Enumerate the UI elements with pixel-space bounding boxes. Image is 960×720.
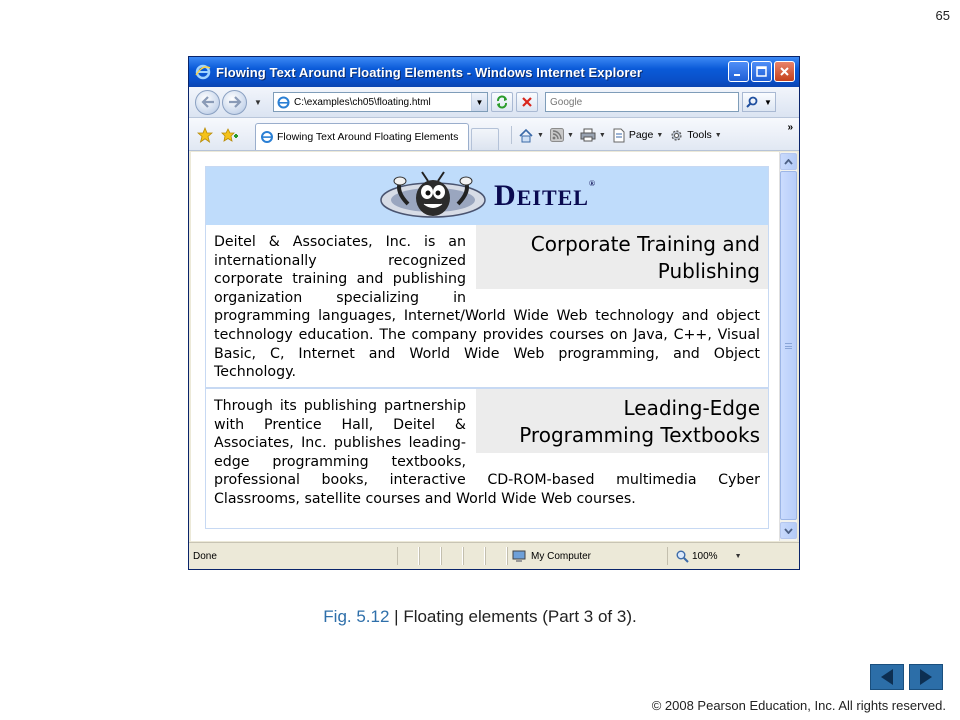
scroll-up-button[interactable] bbox=[780, 153, 797, 170]
logo-banner bbox=[206, 167, 768, 225]
back-button[interactable] bbox=[195, 90, 220, 115]
status-bar bbox=[189, 542, 799, 569]
home-button[interactable] bbox=[518, 128, 544, 143]
ie-logo-icon bbox=[195, 64, 211, 80]
ie-page-icon bbox=[260, 130, 274, 144]
minimize-icon bbox=[733, 66, 744, 77]
slide-navigation bbox=[870, 664, 943, 690]
feeds-button[interactable] bbox=[550, 128, 574, 142]
address-text: C:\examples\ch05\floating.html bbox=[294, 96, 431, 108]
security-zone[interactable] bbox=[507, 547, 667, 565]
print-button[interactable] bbox=[580, 128, 606, 142]
print-icon bbox=[580, 128, 596, 142]
stop-button[interactable] bbox=[516, 92, 538, 112]
section-corporate-training bbox=[206, 225, 768, 388]
logo-word-initial: D bbox=[494, 179, 517, 212]
copyright-notice: © 2008 Pearson Education, Inc. All rights reserved. bbox=[651, 698, 946, 713]
zone-label: My Computer bbox=[531, 550, 592, 562]
forward-icon bbox=[228, 96, 242, 108]
close-icon bbox=[779, 66, 790, 77]
section-body: Deitel & Associates, Inc. is an internationally recognized corporate training and publishing organization specializing in programming languages, Internet/World Wide Web technology and object technology education. The company provides courses on Java, C++, Visual Basic, C, Internet and World Wide Web programming, and Object Technology. bbox=[214, 234, 760, 381]
deitel-wordmark bbox=[494, 179, 596, 213]
search-button[interactable] bbox=[742, 92, 776, 112]
page-menu[interactable] bbox=[612, 128, 663, 143]
stop-icon bbox=[521, 96, 533, 108]
status-pane bbox=[441, 547, 463, 565]
scroll-thumb[interactable] bbox=[780, 171, 797, 520]
vertical-scrollbar[interactable] bbox=[779, 152, 797, 541]
search-input[interactable]: Google bbox=[545, 92, 739, 112]
status-text: Done bbox=[193, 550, 217, 562]
deitel-page bbox=[205, 166, 769, 529]
floating-heading: Corporate Training and Publishing bbox=[476, 225, 768, 289]
caption-separator: | bbox=[389, 607, 404, 626]
favorites-star-icon[interactable] bbox=[197, 127, 213, 143]
deitel-bug-mascot-icon bbox=[378, 170, 488, 222]
title-bar[interactable] bbox=[189, 57, 799, 87]
back-icon bbox=[201, 96, 215, 108]
scroll-up-icon bbox=[784, 159, 793, 165]
figure-caption bbox=[0, 607, 960, 627]
zoom-dropdown-icon: ▼ bbox=[734, 552, 742, 560]
scroll-grip-icon bbox=[785, 343, 792, 349]
feeds-icon bbox=[550, 128, 564, 142]
scroll-down-icon bbox=[784, 528, 793, 534]
history-dropdown[interactable]: ▼ bbox=[254, 97, 262, 107]
close-button[interactable] bbox=[774, 61, 795, 82]
tools-menu[interactable] bbox=[669, 128, 721, 143]
tools-gear-icon bbox=[669, 128, 684, 143]
figure-number: Fig. 5.12 bbox=[323, 607, 390, 626]
window-title: Flowing Text Around Floating Elements - Windows Internet Explorer bbox=[216, 64, 643, 80]
add-favorites-icon[interactable] bbox=[221, 127, 239, 143]
home-icon bbox=[518, 128, 534, 143]
forward-button[interactable] bbox=[222, 90, 247, 115]
status-pane bbox=[485, 547, 507, 565]
maximize-button[interactable] bbox=[751, 61, 772, 82]
page-viewport bbox=[191, 152, 779, 541]
browser-window bbox=[188, 56, 800, 570]
feeds-dropdown-icon: ▼ bbox=[566, 131, 574, 139]
tab-toolbar bbox=[189, 118, 799, 151]
tab-label: Flowing Text Around Floating Elements bbox=[277, 131, 459, 143]
logo-registered-mark: ® bbox=[588, 179, 596, 188]
deitel-logo bbox=[378, 170, 596, 222]
scroll-down-button[interactable] bbox=[780, 522, 797, 539]
zoom-control[interactable] bbox=[667, 547, 759, 565]
print-dropdown-icon: ▼ bbox=[598, 131, 606, 139]
minimize-button[interactable] bbox=[728, 61, 749, 82]
logo-word-rest: EITEL bbox=[516, 185, 589, 210]
more-commands-chevron-icon[interactable]: » bbox=[787, 122, 793, 133]
next-slide-button[interactable] bbox=[909, 664, 943, 690]
new-tab-button[interactable] bbox=[471, 128, 499, 150]
status-pane bbox=[397, 547, 419, 565]
floating-heading: Leading-Edge Programming Textbooks bbox=[476, 389, 768, 453]
address-field[interactable] bbox=[273, 92, 488, 112]
home-dropdown-icon: ▼ bbox=[537, 131, 544, 139]
zoom-level: 100% bbox=[692, 550, 718, 562]
next-slide-icon bbox=[918, 668, 934, 686]
address-dropdown[interactable]: ▼ bbox=[471, 93, 487, 111]
computer-icon bbox=[512, 550, 526, 563]
status-pane bbox=[463, 547, 485, 565]
status-pane bbox=[419, 547, 441, 565]
section-textbooks bbox=[206, 387, 768, 529]
page-menu-label: Page bbox=[628, 129, 654, 141]
prev-slide-icon bbox=[879, 668, 895, 686]
tab-current[interactable] bbox=[255, 123, 469, 150]
search-icon bbox=[746, 96, 758, 108]
toolbar-separator bbox=[511, 126, 512, 144]
refresh-icon bbox=[495, 95, 509, 109]
address-toolbar bbox=[189, 87, 799, 118]
search-dropdown-icon: ▼ bbox=[764, 97, 772, 107]
page-dropdown-icon: ▼ bbox=[656, 131, 664, 139]
zoom-icon bbox=[676, 550, 689, 563]
page-icon bbox=[612, 128, 626, 143]
tools-menu-label: Tools bbox=[687, 129, 712, 141]
ie-page-icon bbox=[277, 96, 290, 109]
maximize-icon bbox=[756, 66, 767, 77]
previous-slide-button[interactable] bbox=[870, 664, 904, 690]
page-number: 65 bbox=[935, 8, 950, 23]
section-body: Through its publishing partnership with Prentice Hall, Deitel & Associates, Inc. publishes leading-edge programming textbooks, professional books, interactive CD-ROM-based multimedia Cyber Classrooms, satellite courses and World Wide Web courses. bbox=[214, 398, 760, 507]
tools-dropdown-icon: ▼ bbox=[714, 131, 722, 139]
caption-text: Floating elements (Part 3 of 3). bbox=[403, 607, 637, 626]
refresh-button[interactable] bbox=[491, 92, 513, 112]
